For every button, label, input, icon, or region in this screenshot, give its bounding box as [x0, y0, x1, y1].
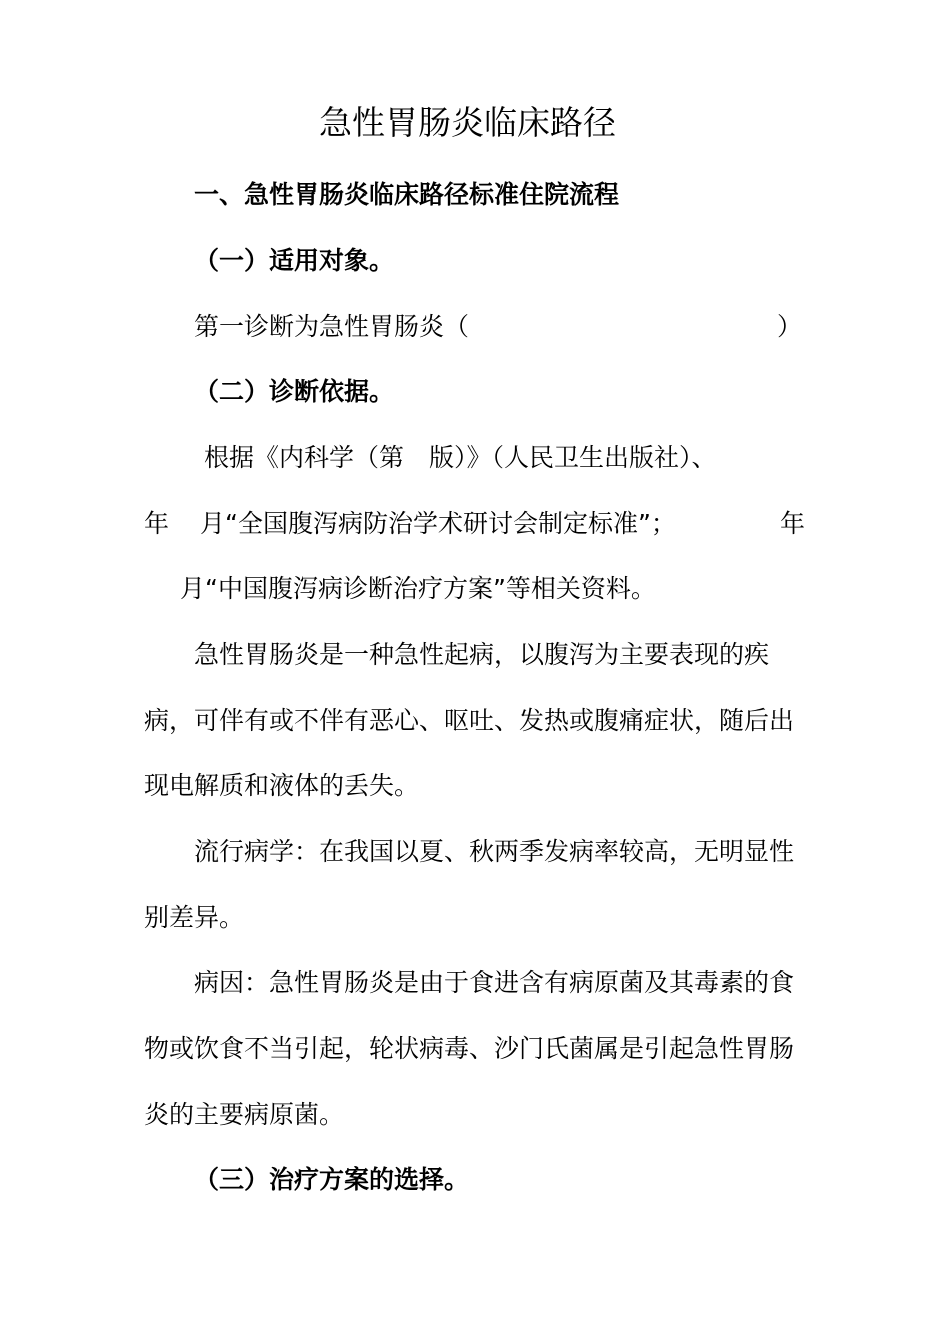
paragraph-line: 病因：急性胃肠炎是由于食进含有病原菌及其毒素的食	[194, 968, 795, 997]
paragraph-line: ）	[777, 312, 803, 341]
paragraph-line: 别差异。	[144, 903, 245, 932]
subsection-heading: （三）治疗方案的选择。	[194, 1165, 470, 1194]
paragraph-line: 现电解质和液体的丢失。	[144, 771, 420, 800]
subsection-heading: （二）诊断依据。	[194, 377, 395, 406]
paragraph-line: 炎的主要病原菌。	[144, 1100, 345, 1129]
paragraph-line: 月“中国腹泻病诊断治疗方案”等相关资料。	[180, 574, 656, 603]
paragraph-line: 根据《内科学（第 版）》（人民卫生出版社）、	[204, 443, 717, 472]
paragraph-line: 月“全国腹泻病防治学术研讨会制定标准”；	[200, 509, 676, 538]
paragraph-line: 流行病学：在我国以夏、秋两季发病率较高，无明显性	[194, 837, 795, 866]
paragraph-line: 病，可伴有或不伴有恶心、呕吐、发热或腹痛症状，随后出	[144, 706, 795, 735]
section-heading: 一、急性胃肠炎临床路径标准住院流程	[194, 180, 620, 209]
paragraph-line: 第一诊断为急性胃肠炎（	[194, 312, 470, 341]
paragraph-line: 急性胃肠炎是一种急性起病，以腹泻为主要表现的疾	[194, 640, 770, 669]
paragraph-line: 物或饮食不当引起，轮状病毒、沙门氏菌属是引起急性胃肠	[144, 1034, 795, 1063]
paragraph-line: 年	[144, 509, 170, 538]
subsection-heading: （一）适用对象。	[194, 246, 395, 275]
document-title: 急性胃肠炎临床路径	[319, 103, 616, 142]
paragraph-line: 年	[780, 509, 806, 538]
